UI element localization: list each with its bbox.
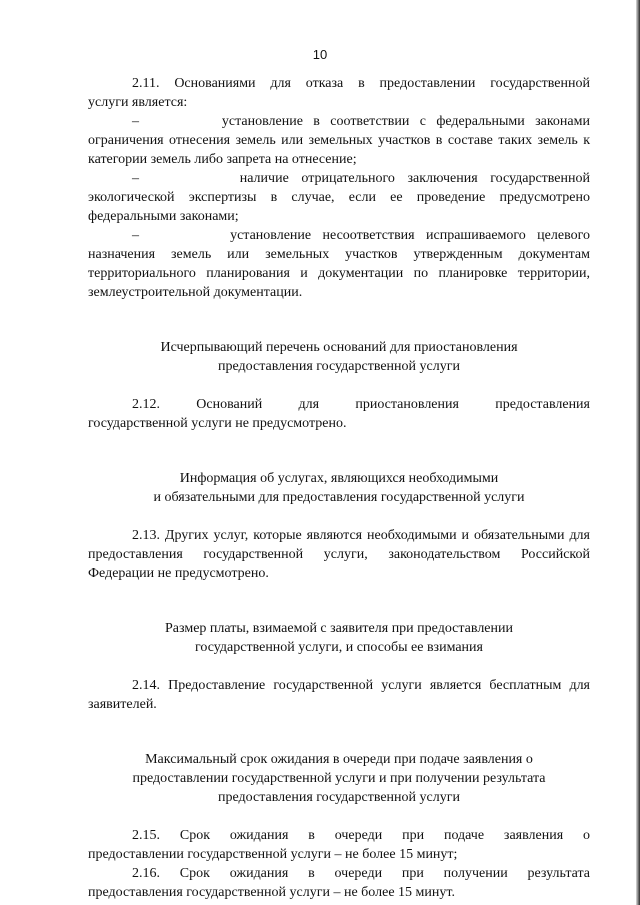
heading-services xyxy=(88,469,590,507)
paragraph-2-15-line2: предоставлении государственной услуги – не более 15 минут; xyxy=(88,847,458,862)
heading-suspension-line2: предоставления государственной услуги xyxy=(218,359,460,374)
heading-fee xyxy=(88,619,590,657)
heading-fee-line2: государственной услуги, и способы ее взимания xyxy=(195,640,483,655)
heading-suspension xyxy=(88,338,590,376)
heading-fee-line1: Размер платы, взимаемой с заявителя при предоставлении xyxy=(165,621,513,636)
page-edge-shadow xyxy=(636,0,640,905)
heading-queue xyxy=(88,750,590,807)
page-number: 10 xyxy=(312,47,328,62)
paragraph-2-15 xyxy=(88,826,590,864)
list-item-2-rest: экологической экспертизы в случае, если ее проведение предусмотрено федеральными законами; xyxy=(88,190,590,224)
heading-suspension-line1: Исчерпывающий перечень оснований для приостановления xyxy=(160,340,518,355)
paragraph-2-11 xyxy=(88,74,590,302)
list-item-1-line1: – установление в соответствии с федеральными законами xyxy=(132,114,590,129)
paragraph-2-12-line2: государственной услуги не предусмотрено. xyxy=(88,416,347,431)
paragraph-2-16 xyxy=(88,864,590,902)
paragraph-2-14: 2.14. Предоставление государственной услуги является бесплатным для заявителей. xyxy=(88,678,590,712)
paragraph-2-12 xyxy=(88,395,590,433)
paragraph-2-13: 2.13. Других услуг, которые являются необходимыми и обязательными для предоставления государственной услуги, законодательством Российской Федерации не предусмотрено. xyxy=(88,528,590,581)
heading-queue-line2: предоставлении государственной услуги и при получении результата xyxy=(132,771,546,786)
list-item-3-line1: – установление несоответствия испрашиваемого целевого xyxy=(132,228,590,243)
paragraph-2-11-lead-line2: услуги является: xyxy=(88,95,188,110)
heading-queue-line3: предоставления государственной услуги xyxy=(218,790,460,805)
paragraph-2-16-line1: 2.16. Срок ожидания в очереди при получении результата xyxy=(132,866,590,881)
list-item-3-rest: назначения земель или земельных участков утвержденным документам территориального планирования и документации по планировке территории, землеустроительной документации. xyxy=(88,247,590,300)
heading-services-line1: Информация об услугах, являющихся необходимыми xyxy=(179,471,499,486)
heading-services-line2: и обязательными для предоставления государственной услуги xyxy=(153,490,525,505)
paragraph-2-15-line1: 2.15. Срок ожидания в очереди при подаче заявления о xyxy=(132,828,590,843)
list-item-2-line1: – наличие отрицательного заключения государственной xyxy=(132,171,590,186)
list-item-1-rest: ограничения отнесения земель или земельных участков в составе таких земель к категории земель либо запрета на отнесение; xyxy=(88,133,590,167)
heading-queue-line1: Максимальный срок ожидания в очереди при подаче заявления о xyxy=(145,752,533,767)
paragraph-2-16-line2: предоставления государственной услуги – не более 15 минут. xyxy=(88,885,455,900)
paragraph-2-11-lead-line1: 2.11. Основаниями для отказа в предоставлении государственной xyxy=(132,76,590,91)
paragraph-2-12-line1: 2.12. Оснований для приостановления предоставления xyxy=(132,397,590,412)
document-body xyxy=(88,74,590,902)
